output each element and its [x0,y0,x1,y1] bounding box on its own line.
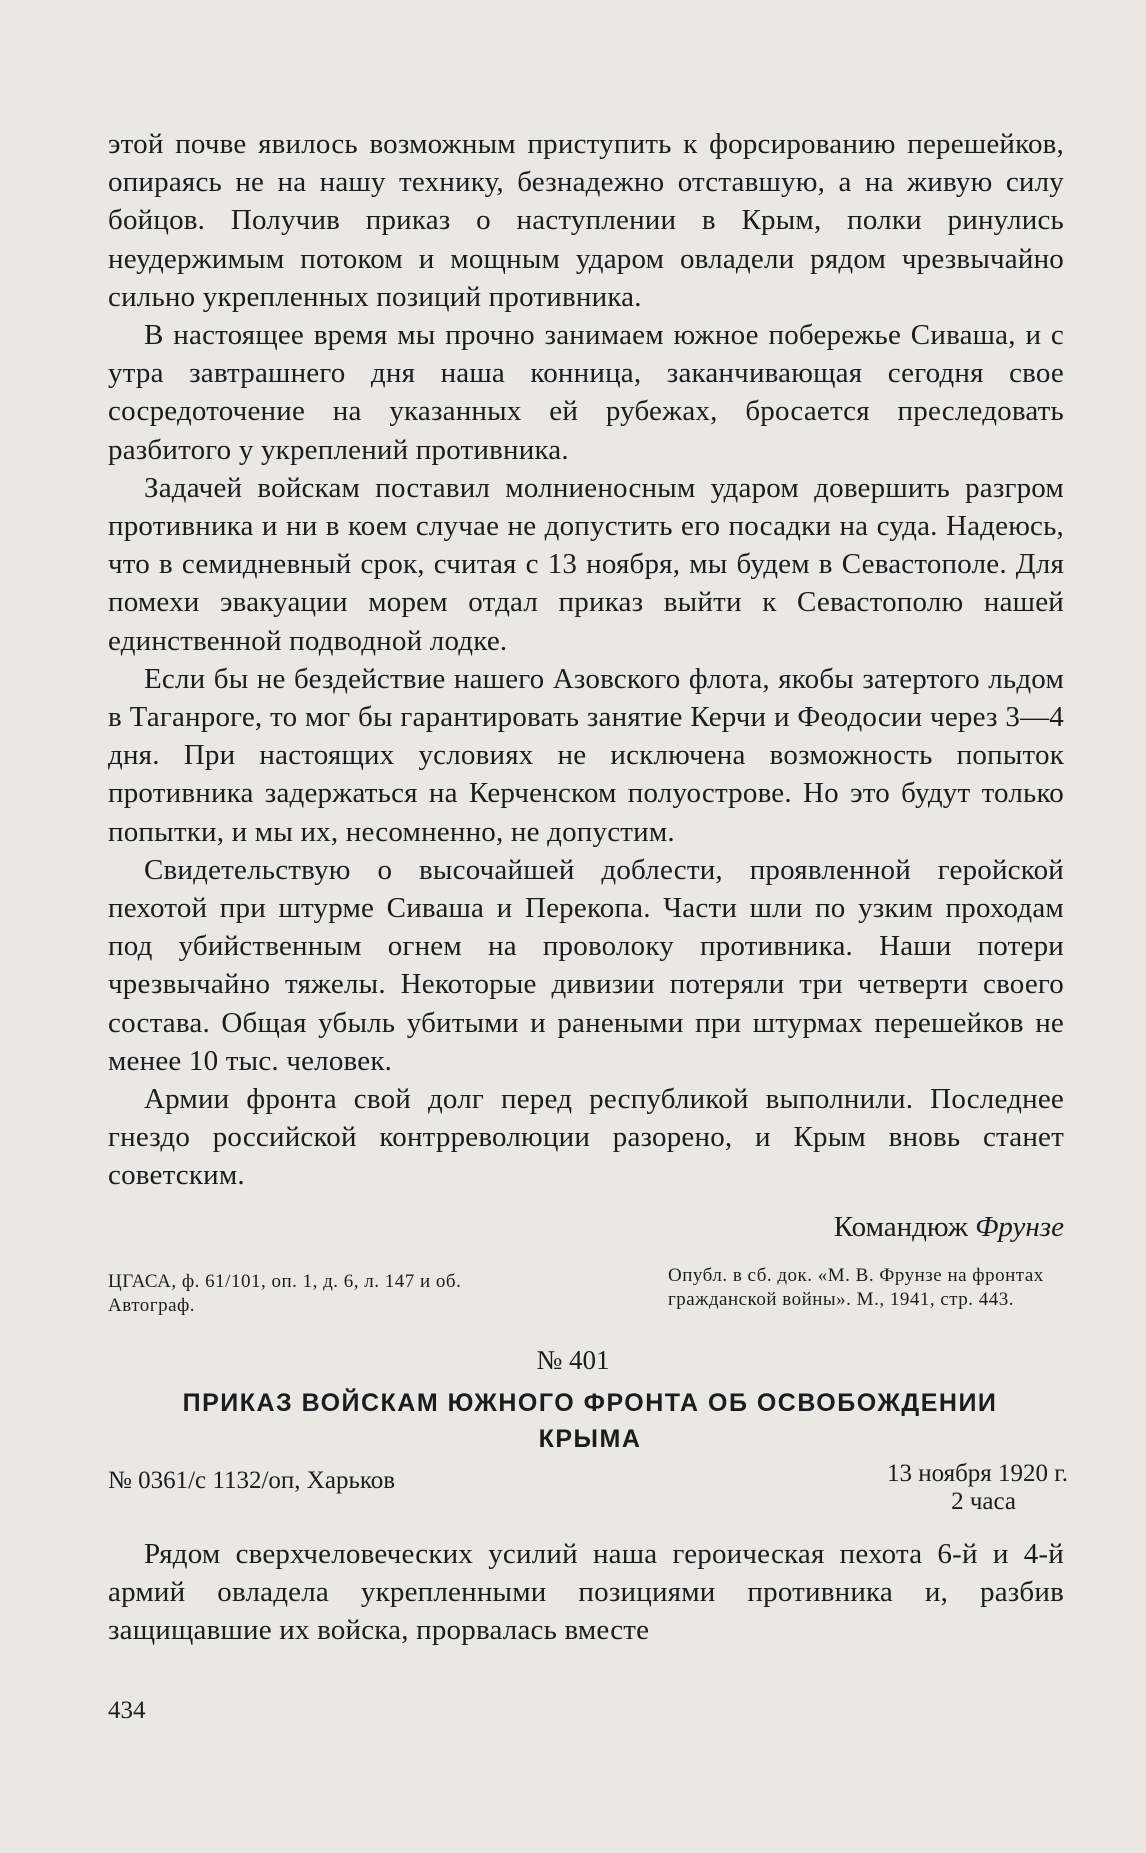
paragraph-6: Армии фронта свой долг перед республикой выполнили. Последнее гнездо российской контрреволюции разорено, и Крым вновь станет советским. [108,1083,1064,1192]
paragraph-4: Если бы не бездействие нашего Азовского флота, якобы затертого льдом в Таганроге, то мог бы гарантировать занятие Керчи и Феодосии через 3—4 дня. При настоящих условиях не исключена возможность попыток противника задержаться на Керченском полуострове. Но это будут только попытки, и мы их, несомненно, не допустим. [108,662,1064,848]
order-text [108,1535,1064,1650]
signature-name: Фрунзе [975,1211,1064,1243]
document-number: № 401 [536,1345,610,1375]
document-title: ПРИКАЗ ВОЙСКАМ ЮЖНОГО ФРОНТА ОБ ОСВОБОЖДЕНИИ КРЫМА [182,1389,998,1453]
paragraph-1: этой почве явилось возможным приступить к форсированию перешейков, опираясь не на нашу технику, безнадежно отставшую, а на живую силу бойцов. Получив приказ о наступлении в Крым, полки ринулись неудержимым потоком и мощным ударом овладели рядом чрезвычайно сильно укрепленных позиций противника. [108,128,1064,313]
paragraph-3: Задачей войскам поставил молниеносным ударом довершить разгром противника и ни в коем случае не допустить его посадки на суда. Надеюсь, что в семидневный срок, считая с 13 ноября, мы будем в Севастополе. Для помехи эвакуации морем отдал приказ выйти к Севастополю нашей единственной подводной лодке. [108,471,1064,657]
signature [834,1211,1064,1244]
archive-source: ЦГАСА, ф. 61/101, оп. 1, д. 6, л. 147 и об. Автограф. [108,1271,462,1316]
published-source: Опубл. в сб. док. «М. В. Фрунзе на фронтах гражданской войны». М., 1941, стр. 443. [668,1265,1044,1310]
page-number: 434 [108,1697,146,1724]
order-reference: № 0361/с 1132/оп, Харьков [108,1467,396,1494]
body-text [108,125,1064,1195]
order-date-block [887,1460,1068,1516]
order-time: 2 часа [951,1488,1016,1515]
order-date: 13 ноября 1920 г. [886,1460,1068,1487]
paragraph-5: Свидетельствую о высочайшей доблести, проявленной геройской пехотой при штурме Сиваша и Перекопа. Части шли по узким проходам под убийственным огнем на проволоку противника. Наши потери чрезвычайно тяжелы. Некоторые дивизии потеряли три четверти своего состава. Общая убыль убитыми и ранеными при штурмах перешейков не менее 10 тыс. человек. [108,853,1064,1077]
paragraph-2: В настоящее время мы прочно занимаем южное побережье Сиваша, и с утра завтрашнего дня наша конница, заканчивающая сегодня свое сосредоточение на указанных ей рубежах, бросается преследовать разбитого у укреплений противника. [108,319,1064,466]
signature-title: Командюж [833,1211,968,1243]
order-paragraph: Рядом сверхчеловеческих усилий наша героическая пехота 6-й и 4-й армий овладела укрепленными позициями противника и, разбив защищавшие их войска, прорвалась вместе [108,1538,1064,1647]
